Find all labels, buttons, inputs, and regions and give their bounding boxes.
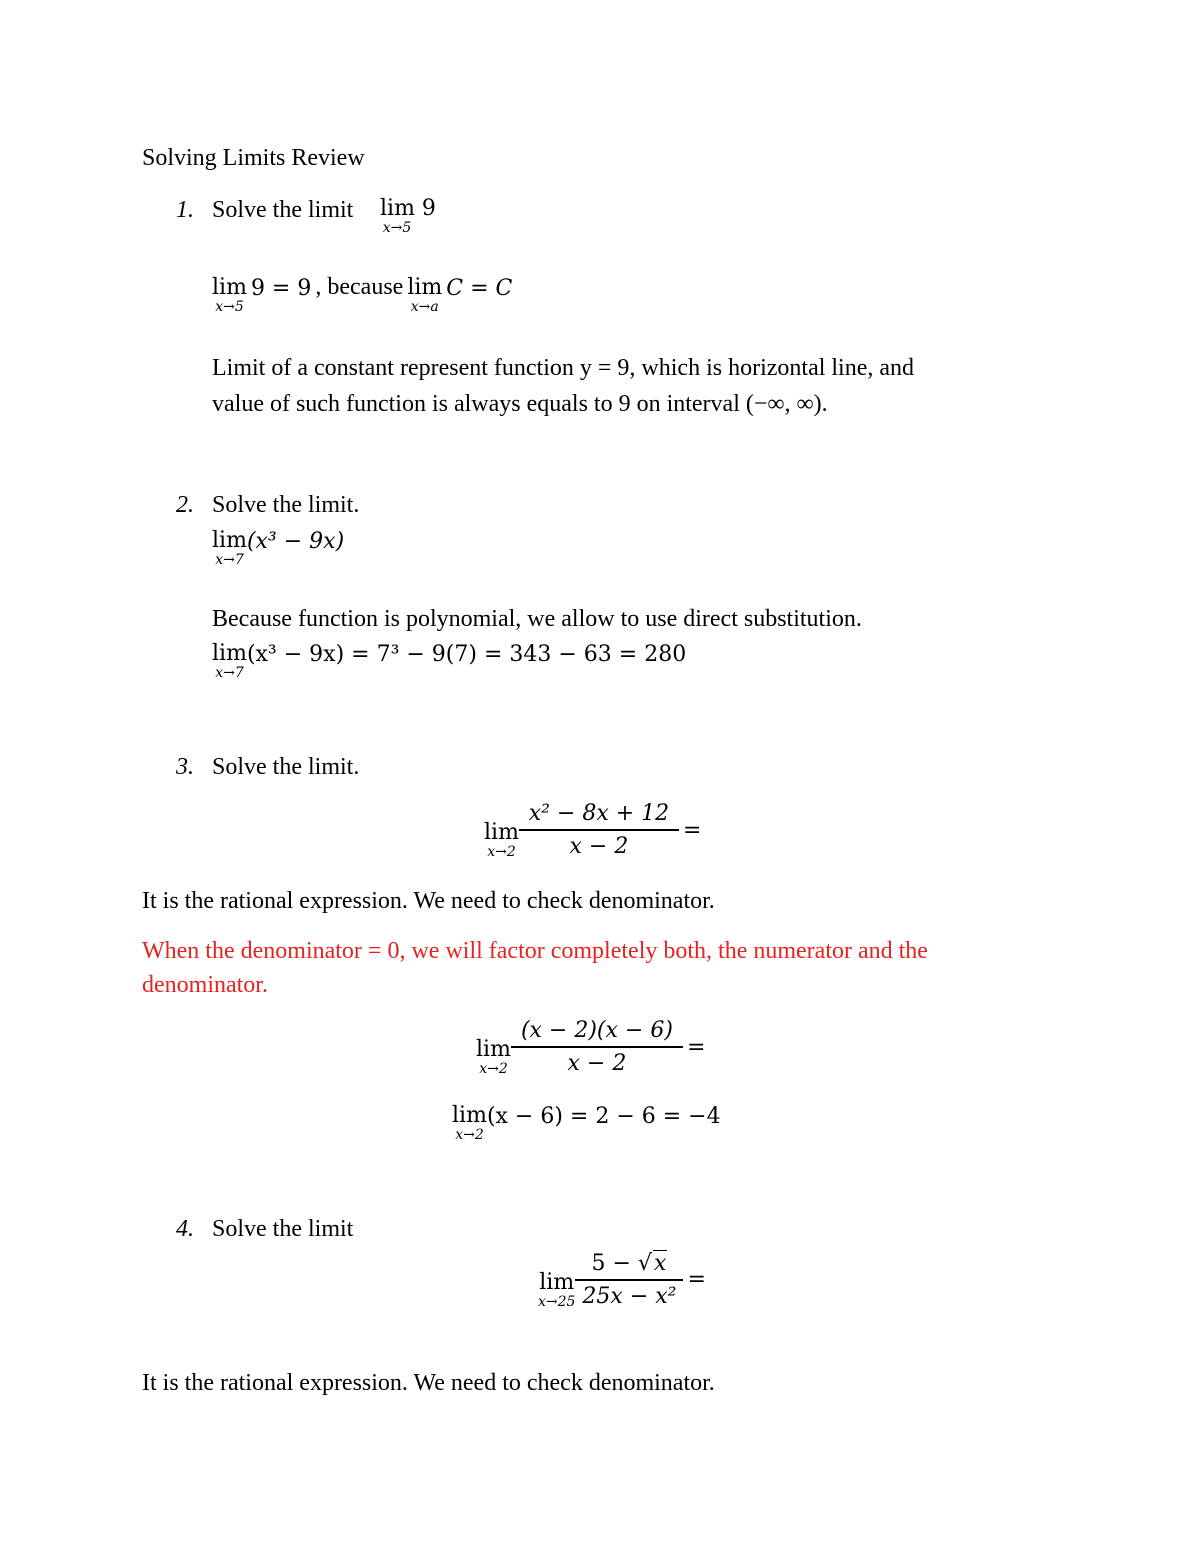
lim-subscript: x→5 xyxy=(215,299,244,315)
problem-1-explanation-line-2: value of such function is always equals to 9 on interval (−∞, ∞). xyxy=(212,391,828,417)
lim-operator: lim xyxy=(407,275,443,300)
page-title: Solving Limits Review xyxy=(142,145,365,171)
denominator: x − 2 xyxy=(569,834,629,859)
lim-subscript: x→2 xyxy=(487,844,516,860)
sqrt-radicand: x xyxy=(653,1251,667,1276)
numerator: x² − 8x + 12 xyxy=(519,801,679,831)
problem-2-prompt: Solve the limit. xyxy=(212,492,360,518)
lim-subscript: x→25 xyxy=(538,1293,576,1310)
equals-sign: = xyxy=(687,1267,706,1292)
problem-2-note: Because function is polynomial, we allow to use direct substitution. xyxy=(212,606,862,632)
lim-subscript: x→a xyxy=(410,299,439,315)
problem-4-note: It is the rational expression. We need to check denominator. xyxy=(142,1370,715,1396)
problem-1-because: , because xyxy=(315,274,404,300)
problem-3-result-text: (x − 6) = 2 − 6 = −4 xyxy=(486,1104,721,1129)
lim-operator: lim xyxy=(212,275,247,300)
problem-3-note: It is the rational expression. We need to check denominator. xyxy=(142,888,715,914)
problem-2-expression-text: (x³ − 9x) xyxy=(246,529,345,554)
problem-3-red-note-line-2: denominator. xyxy=(142,972,268,998)
problem-4-prompt: Solve the limit xyxy=(212,1216,354,1242)
numerator: (x − 2)(x − 6) xyxy=(511,1018,683,1048)
problem-2-expression: lim x→7 (x³ − 9x) xyxy=(212,528,345,568)
numerator: 5 − √ xyxy=(591,1251,652,1276)
problem-3-result: lim x→2 (x − 6) = 2 − 6 = −4 xyxy=(452,1103,721,1143)
problem-1-limit-subscript: x→5 xyxy=(382,220,412,236)
problem-3-factored: lim x→2 $\frac{(x - 2)(x - 6)}{x - 2}$ = xyxy=(476,1018,706,1077)
problem-2-solution-text: (x³ − 9x) = 7³ − 9(7) = 343 − 63 = 280 xyxy=(246,642,687,667)
problem-1-explanation-line-1: Limit of a constant represent function y = 9, which is horizontal line, and xyxy=(212,355,915,381)
denominator: 25x − x² xyxy=(582,1284,677,1309)
constant-rule: C = C xyxy=(446,276,513,301)
lim-subscript: x→2 xyxy=(455,1127,484,1143)
problem-1-solution xyxy=(212,276,512,316)
problem-3-prompt: Solve the limit. xyxy=(212,754,360,780)
denominator: x − 2 xyxy=(567,1051,627,1076)
problem-3-expression: lim x→2 $\frac{\text{x² − 8x + 12}}{x - 2}$ = xyxy=(484,801,702,860)
equals-sign: = xyxy=(686,1034,706,1060)
equals-sign: = xyxy=(682,817,702,843)
problem-3-red-note-line-1: When the denominator = 0, we will factor completely both, the numerator and the xyxy=(142,938,928,964)
problem-3-number: 3. xyxy=(176,754,194,780)
lim-subscript: x→2 xyxy=(479,1061,508,1077)
problem-1-result: 9 = 9 xyxy=(250,276,312,301)
problem-2-number: 2. xyxy=(176,492,194,518)
lim-subscript: x→7 xyxy=(215,665,244,681)
lim-subscript: x→7 xyxy=(215,552,244,568)
problem-1-prompt: Solve the limit xyxy=(212,197,354,223)
problem-1-number: 1. xyxy=(176,197,194,223)
problem-1-expression-text: lim 9 xyxy=(380,196,436,221)
problem-1-expression xyxy=(380,197,436,237)
problem-4-expression: lim x→25 $\frac{5 - √x}{\text{25x − x²}}$ = xyxy=(538,1251,706,1310)
problem-4-number: 4. xyxy=(176,1216,194,1242)
problem-2-solution: lim x→7 (x³ − 9x) = 7³ − 9(7) = 343 − 63 = 280 xyxy=(212,641,687,681)
